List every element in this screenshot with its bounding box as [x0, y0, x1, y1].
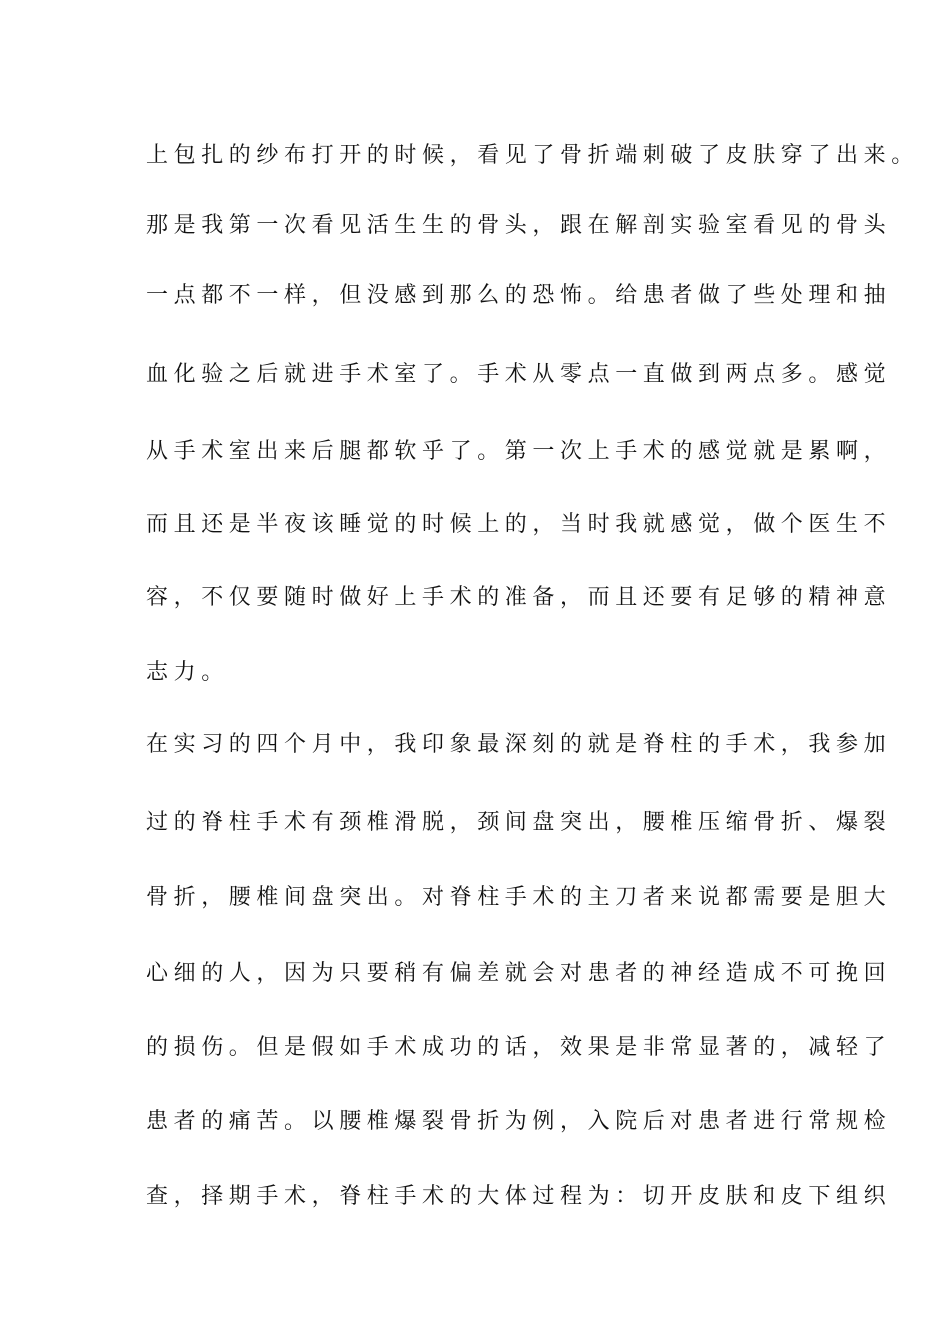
text-line: 血化验之后就进手术室了。手术从零点一直做到两点多。感觉: [146, 362, 892, 387]
text-line: 心细的人，因为只要稍有偏差就会对患者的神经造成不可挽回: [146, 961, 892, 986]
text-line: 患者的痛苦。以腰椎爆裂骨折为例，入院后对患者进行常规检: [146, 1109, 892, 1134]
text-line: 骨折，腰椎间盘突出。对脊柱手术的主刀者来说都需要是胆大: [146, 885, 892, 910]
text-line: 过的脊柱手术有颈椎滑脱，颈间盘突出，腰椎压缩骨折、爆裂: [146, 810, 892, 835]
text-line: 一点都不一样，但没感到那么的恐怖。给患者做了些处理和抽: [146, 283, 892, 308]
text-line: 志力。: [146, 660, 229, 685]
text-line: 查，择期手术，脊柱手术的大体过程为：切开皮肤和皮下组织: [146, 1184, 892, 1209]
text-line: 容，不仅要随时做好上手术的准备，而且还要有足够的精神意: [146, 585, 892, 610]
text-line: 从手术室出来后腿都软乎了。第一次上手术的感觉就是累啊，: [146, 439, 892, 464]
text-line: 的损伤。但是假如手术成功的话，效果是非常显著的，减轻了: [146, 1035, 892, 1060]
text-line: 上包扎的纱布打开的时候，看见了骨折端刺破了皮肤穿了出来。: [146, 143, 919, 168]
text-line: 而且还是半夜该睡觉的时候上的，当时我就感觉，做个医生不: [146, 512, 892, 537]
text-line: 在实习的四个月中，我印象最深刻的就是脊柱的手术，我参加: [146, 732, 892, 757]
text-line: 那是我第一次看见活生生的骨头，跟在解剖实验室看见的骨头: [146, 213, 892, 238]
